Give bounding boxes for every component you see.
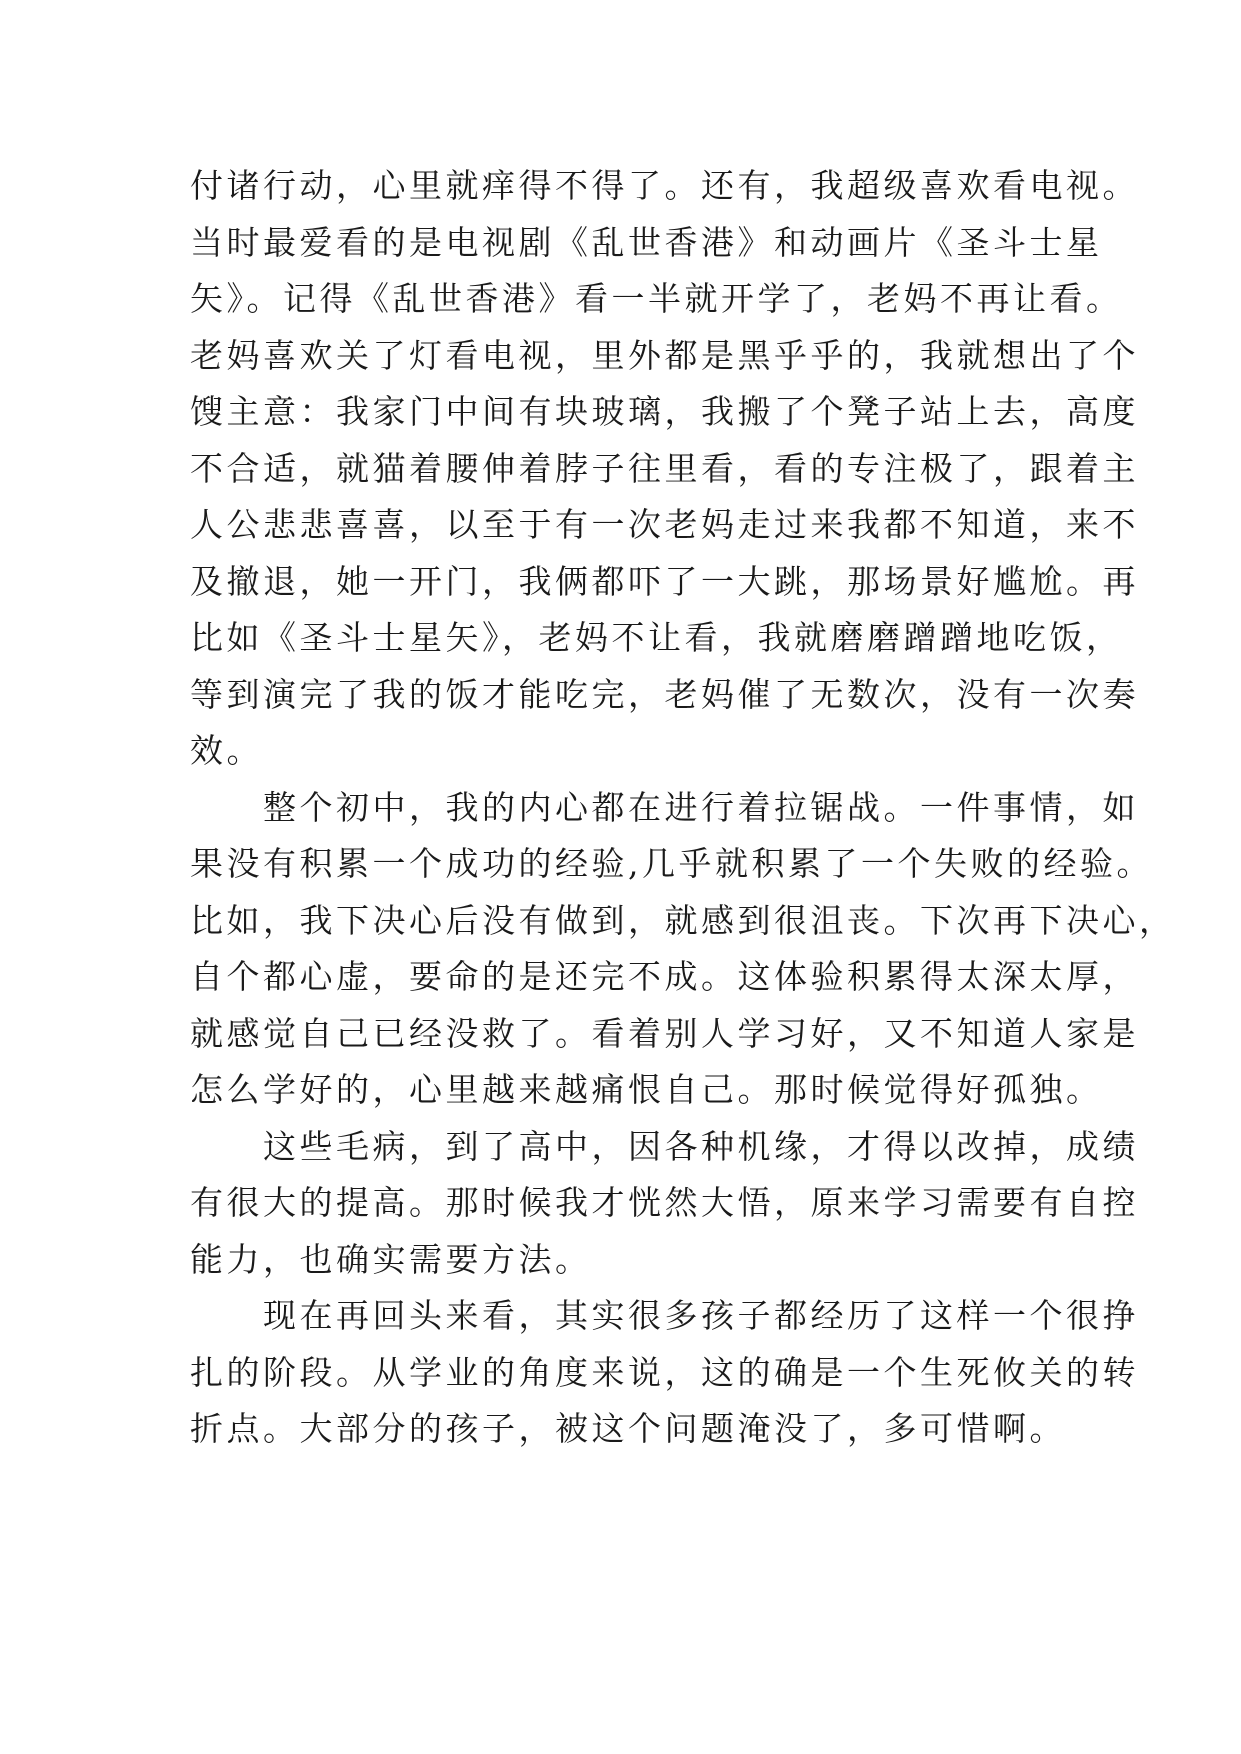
text-line: 效。 bbox=[190, 731, 263, 770]
text-line: 比如，我下决心后没有做到，就感到很沮丧。下次再下决心， bbox=[190, 900, 1176, 940]
text-line: 怎么学好的，心里越来越痛恨自己。那时候觉得好孤独。 bbox=[190, 1070, 1103, 1109]
text-line: 自个都心虚，要命的是还完不成。这体验积累得太深太厚， bbox=[190, 957, 1139, 996]
text-line: 折点。大部分的孩子，被这个问题淹没了，多可惜啊。 bbox=[190, 1409, 1066, 1448]
text-line: 有很大的提高。那时候我才恍然大悟，原来学习需要有自控 bbox=[190, 1183, 1139, 1222]
text-line: 矢》。记得《乱世香港》看一半就开学了，老妈不再让看。 bbox=[190, 279, 1123, 318]
text-line: 扎的阶段。从学业的角度来说，这的确是一个生死攸关的转 bbox=[190, 1352, 1139, 1392]
text-line: 等到演完了我的饭才能吃完，老妈催了无数次，没有一次奏 bbox=[190, 674, 1139, 714]
text-line: 付诸行动，心里就痒得不得了。还有，我超级喜欢看电视。 bbox=[190, 166, 1139, 205]
paragraph-start-line: 现在再回头来看，其实很多孩子都经历了这样一个很挣 bbox=[190, 1296, 1139, 1335]
body-text bbox=[190, 158, 1176, 1458]
text-line: 人公悲悲喜喜，以至于有一次老妈走过来我都不知道，来不 bbox=[190, 505, 1139, 544]
paragraph-start-line: 整个初中，我的内心都在进行着拉锯战。一件事情，如 bbox=[190, 787, 1139, 827]
paragraph-start-line: 这些毛病，到了高中，因各种机缘，才得以改掉，成绩 bbox=[190, 1126, 1139, 1166]
text-line: 比如《圣斗士星矢》，老妈不让看，我就磨磨蹭蹭地吃饭， bbox=[190, 618, 1123, 657]
text-line: 老妈喜欢关了灯看电视，里外都是黑乎乎的，我就想出了个 bbox=[190, 335, 1139, 375]
text-line: 当时最爱看的是电视剧《乱世香港》和动画片《圣斗士星 bbox=[190, 222, 1103, 262]
text-line: 不合适，就猫着腰伸着脖子往里看，看的专注极了，跟着主 bbox=[190, 448, 1139, 488]
text-line: 能力，也确实需要方法。 bbox=[190, 1239, 592, 1279]
text-line: 果没有积累一个成功的经验,几乎就积累了一个失败的经验。 bbox=[190, 844, 1153, 883]
text-line: 就感觉自己已经没救了。看着别人学习好，又不知道人家是 bbox=[190, 1013, 1139, 1053]
text-line: 及撤退，她一开门，我俩都吓了一大跳，那场景好尴尬。再 bbox=[190, 561, 1139, 601]
text-line: 馊主意：我家门中间有块玻璃，我搬了个凳子站上去，高度 bbox=[190, 392, 1139, 431]
